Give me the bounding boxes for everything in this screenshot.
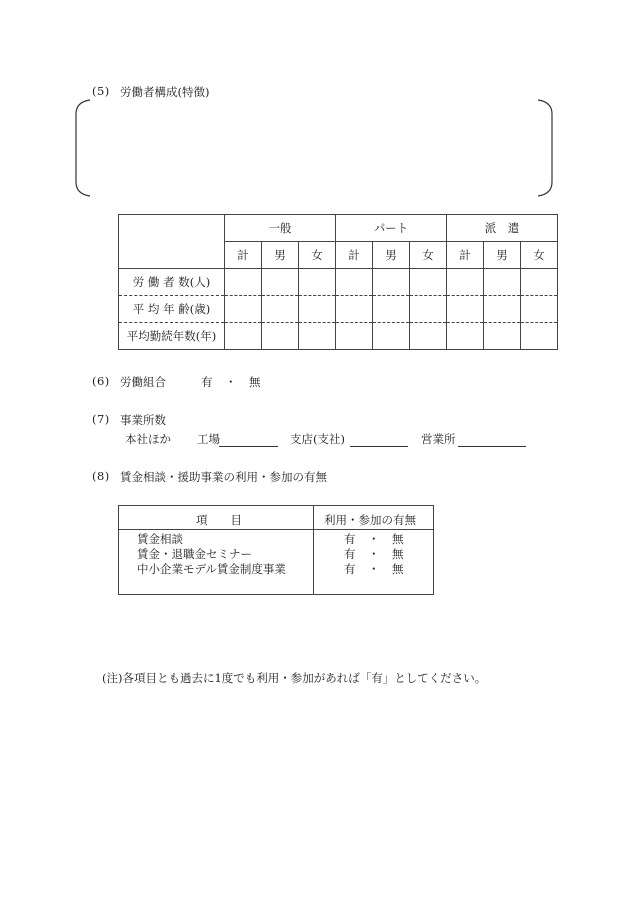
subheader-total: 計	[225, 242, 262, 269]
row-label-average-tenure: 平均勤続年数(年)	[119, 323, 225, 350]
branch-label: 支店(支社)	[290, 432, 345, 446]
table-cell[interactable]	[410, 323, 447, 350]
row-label-average-age: 平 均 年 齢(歳)	[119, 296, 225, 323]
factory-label: 工場	[197, 432, 220, 446]
table-cell[interactable]	[447, 296, 484, 323]
subheader-female: 女	[410, 242, 447, 269]
section5-title: 労働者構成(特徴)	[120, 85, 210, 99]
service-item-name: 賃金・退職金セミナー	[137, 547, 252, 561]
sales-office-count-field[interactable]	[458, 432, 526, 447]
table-cell[interactable]	[225, 269, 262, 296]
service-item-name: 賃金相談	[137, 532, 183, 546]
table-cell[interactable]	[336, 269, 373, 296]
service-option-yes[interactable]: 有	[344, 532, 356, 546]
service-option-yes[interactable]: 有	[344, 562, 356, 576]
table-cell[interactable]	[410, 269, 447, 296]
service-item-name: 中小企業モデル賃金制度事業	[137, 562, 286, 576]
subheader-female: 女	[521, 242, 558, 269]
table-cell[interactable]	[373, 269, 410, 296]
section7-title: 事業所数	[120, 413, 166, 427]
service-option-no[interactable]: 無	[392, 532, 404, 546]
subheader-total: 計	[447, 242, 484, 269]
table-cell[interactable]	[484, 323, 521, 350]
service-option-no[interactable]: 無	[392, 562, 404, 576]
union-option-no[interactable]: 無	[249, 375, 261, 389]
service-option-separator: ・	[368, 532, 380, 546]
table-cell[interactable]	[299, 323, 336, 350]
corner-cell	[119, 215, 225, 269]
union-option-yes[interactable]: 有	[201, 375, 213, 389]
table-cell[interactable]	[410, 296, 447, 323]
group-header-part: パート	[336, 215, 447, 242]
service-option-no[interactable]: 無	[392, 547, 404, 561]
table-cell[interactable]	[373, 323, 410, 350]
column-header-usage: 利用・参加の有無	[324, 513, 416, 527]
section8-number: (8)	[92, 469, 110, 483]
section6-number: (6)	[92, 374, 110, 388]
labor-table	[118, 214, 558, 350]
service-option-yes[interactable]: 有	[344, 547, 356, 561]
table-cell[interactable]	[262, 296, 299, 323]
table-cell[interactable]	[521, 269, 558, 296]
section6-title: 労働組合	[120, 375, 166, 389]
table-cell[interactable]	[262, 323, 299, 350]
table-cell[interactable]	[225, 296, 262, 323]
table-cell[interactable]	[373, 296, 410, 323]
table-cell[interactable]	[225, 323, 262, 350]
group-header-dispatch: 派 遣	[447, 215, 558, 242]
subheader-total: 計	[336, 242, 373, 269]
footnote: (注)各項目とも過去に1度でも利用・参加があれば「有」としてください。	[102, 671, 487, 685]
table-cell[interactable]	[484, 269, 521, 296]
table-cell[interactable]	[299, 269, 336, 296]
row-label-workers: 労 働 者 数(人)	[119, 269, 225, 296]
table-cell[interactable]	[447, 323, 484, 350]
factory-count-field[interactable]	[219, 432, 278, 447]
subheader-female: 女	[299, 242, 336, 269]
section5-number: (5)	[92, 84, 110, 98]
union-separator: ・	[225, 375, 237, 389]
table-cell[interactable]	[484, 296, 521, 323]
table-cell[interactable]	[336, 296, 373, 323]
support-services-table	[118, 505, 434, 595]
subheader-male: 男	[262, 242, 299, 269]
subheader-male: 男	[373, 242, 410, 269]
table-cell[interactable]	[262, 269, 299, 296]
service-option-separator: ・	[368, 547, 380, 561]
table-cell[interactable]	[336, 323, 373, 350]
table-cell[interactable]	[521, 296, 558, 323]
table-cell[interactable]	[447, 269, 484, 296]
table-cell[interactable]	[299, 296, 336, 323]
head-office-label: 本社ほか	[125, 432, 171, 446]
branch-count-field[interactable]	[350, 432, 408, 447]
group-header-general: 一般	[225, 215, 336, 242]
section7-number: (7)	[92, 412, 110, 426]
service-option-separator: ・	[368, 562, 380, 576]
subheader-male: 男	[484, 242, 521, 269]
table-cell[interactable]	[521, 323, 558, 350]
bracket-box	[70, 96, 560, 200]
sales-office-label: 営業所	[421, 432, 456, 446]
section8-title: 賃金相談・援助事業の利用・参加の有無	[120, 470, 327, 484]
column-header-item: 項 目	[196, 513, 242, 527]
